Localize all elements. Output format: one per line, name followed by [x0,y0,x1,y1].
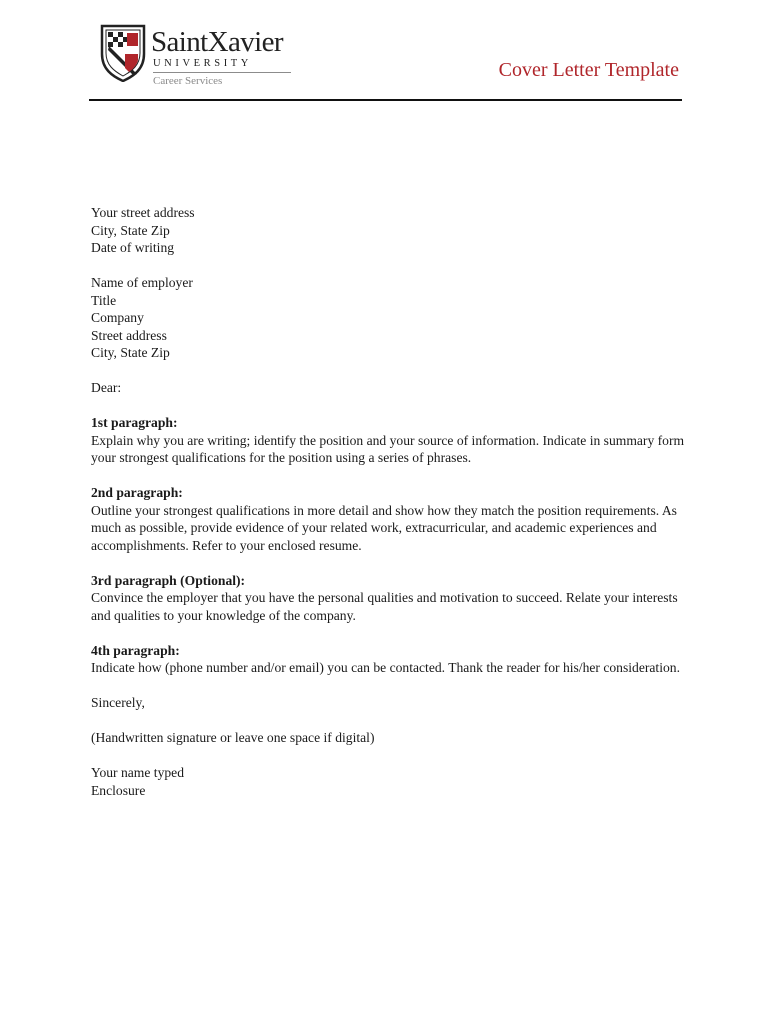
paragraph-heading: 2nd paragraph: [91,485,183,500]
logo-name: SaintXavier [151,26,283,58]
signature-note: (Handwritten signature or leave one space if digital) [91,730,375,745]
salutation: Dear: [91,380,122,395]
letter-body [91,204,691,817]
header-rule [89,99,682,101]
recipient-line: Street address [91,327,167,343]
recipient-line: Title [91,292,117,308]
page-header [0,0,770,104]
logo-department: Career Services [153,75,223,87]
recipient-address [91,274,691,362]
sender-line: City, State Zip [91,222,170,238]
paragraph-2 [91,484,691,554]
recipient-line: City, State Zip [91,345,170,360]
shield-crest-icon [100,24,146,82]
paragraph-1 [91,414,691,467]
recipient-line: Name of employer [91,275,193,290]
paragraph-3 [91,572,691,625]
sender-line: Date of writing [91,240,175,255]
paragraph-text: Indicate how (phone number and/or email) you can be contacted. Thank the reader for his/her consideration. [91,660,680,675]
document-title: Cover Letter Template [498,59,679,81]
paragraph-4 [91,642,691,677]
logo-university: UNIVERSITY [153,58,252,69]
recipient-line: Company [91,310,144,325]
paragraph-heading: 4th paragraph: [91,642,180,658]
paragraph-heading: 1st paragraph: [91,415,178,430]
signature-block [91,764,691,799]
typed-name: Your name typed [91,765,185,780]
closing: Sincerely, [91,695,145,710]
university-logo [100,24,300,90]
enclosure-note: Enclosure [91,782,146,798]
paragraph-heading: 3rd paragraph (Optional): [91,572,246,588]
sender-line: Your street address [91,205,195,220]
paragraph-text: Outline your strongest qualifications in more detail and show how they match the position requirements. As much as possible, provide evidence of your related work, extracurricular, and academic experiences and accomplishments. Refer to your enclosed resume. [91,502,677,553]
paragraph-text: Explain why you are writing; identify the position and your source of information. Indicate in summary form your strongest qualifications for the position using a series of phrases. [91,432,685,465]
logo-divider [153,72,291,73]
paragraph-text: Convince the employer that you have the personal qualities and motivation to succeed. Relate your interests and qualities to your knowledge of the company. [91,590,678,623]
sender-address [91,204,691,257]
